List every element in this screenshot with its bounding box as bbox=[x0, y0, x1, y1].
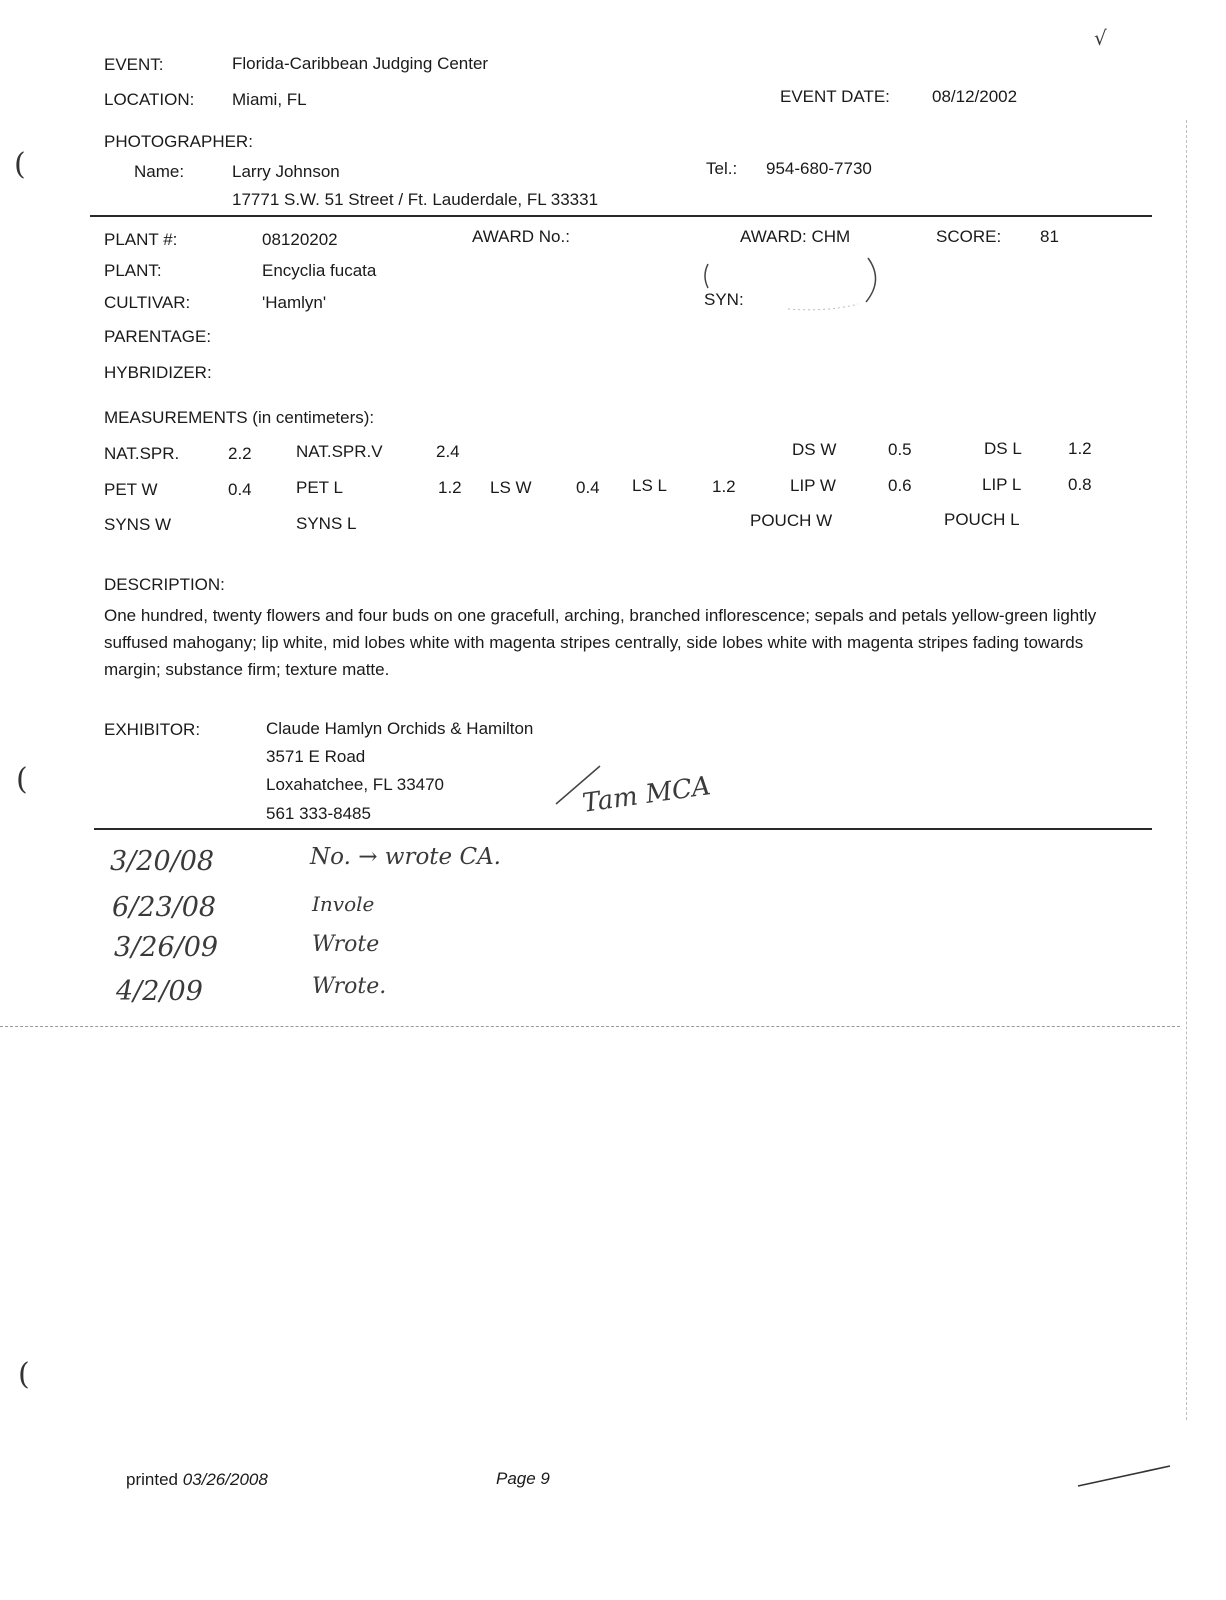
pet-w-value: 0.4 bbox=[228, 480, 252, 499]
event-date-value: 08/12/2002 bbox=[932, 87, 1018, 106]
footer-page: Page 9 bbox=[496, 1469, 550, 1488]
plant-number-value: 08120202 bbox=[262, 230, 338, 249]
margin-mark-top: ( bbox=[14, 147, 26, 182]
event-value: Florida-Caribbean Judging Center bbox=[232, 54, 489, 73]
parentage-label: PARENTAGE: bbox=[104, 327, 212, 346]
footer-printed bbox=[126, 1471, 268, 1488]
measurements-title: MEASUREMENTS (in centimeters): bbox=[104, 408, 375, 427]
nat-spr-label: NAT.SPR. bbox=[104, 444, 180, 463]
photographer-tel-value: 954-680-7730 bbox=[766, 159, 872, 178]
plant-value: Encyclia fucata bbox=[262, 261, 377, 280]
event-label: EVENT: bbox=[104, 55, 164, 74]
nat-spr-value: 2.2 bbox=[228, 444, 252, 463]
footer-printed-date: 03/26/2008 bbox=[182, 1470, 268, 1489]
log-note: Invole bbox=[312, 892, 375, 916]
pouch-l-label: POUCH L bbox=[944, 510, 1020, 529]
photographer-tel-label: Tel.: bbox=[706, 159, 738, 178]
log-note: Wrote bbox=[312, 932, 380, 957]
lip-l-value: 0.8 bbox=[1068, 475, 1092, 494]
log-date: 3/20/08 bbox=[110, 846, 215, 877]
log-note: Wrote. bbox=[312, 974, 387, 999]
pet-l-value: 1.2 bbox=[438, 478, 462, 497]
pet-l-label: PET L bbox=[296, 478, 343, 497]
ls-w-value: 0.4 bbox=[576, 478, 600, 497]
exhibitor-name: Claude Hamlyn Orchids & Hamilton bbox=[266, 719, 534, 738]
syns-l-label: SYNS L bbox=[296, 514, 357, 533]
scan-dotted-line bbox=[0, 1026, 1180, 1027]
footer-pen-stroke bbox=[1074, 1462, 1174, 1492]
exhibitor-phone: 561 333-8485 bbox=[266, 804, 371, 823]
lip-w-value: 0.6 bbox=[888, 476, 912, 495]
event-date-label: EVENT DATE: bbox=[780, 87, 890, 106]
hybridizer-label: HYBRIDIZER: bbox=[104, 363, 212, 382]
pet-w-label: PET W bbox=[104, 480, 158, 499]
location-label: LOCATION: bbox=[104, 90, 195, 109]
exhibitor-city: Loxahatchee, FL 33470 bbox=[266, 775, 445, 794]
cultivar-label: CULTIVAR: bbox=[104, 293, 191, 312]
score-label: SCORE: bbox=[936, 227, 1002, 246]
section-divider-top bbox=[90, 215, 1152, 217]
nat-spr-v-value: 2.4 bbox=[436, 442, 460, 461]
description-text: One hundred, twenty flowers and four buds on one gracefull, arching, branched inflorescence; sepals and petals yellow-green lightly suffused mahogany; lip white, mid lobes white with magenta stripes centrally, side lobes white with magenta stripes fading towards margin; substance firm; texture matte. bbox=[104, 606, 1097, 679]
photographer-address: 17771 S.W. 51 Street / Ft. Lauderdale, FL 33331 bbox=[232, 190, 599, 209]
award-number-label: AWARD No.: bbox=[472, 227, 570, 246]
score-value: 81 bbox=[1040, 227, 1059, 246]
exhibitor-street: 3571 E Road bbox=[266, 747, 366, 766]
ds-l-value: 1.2 bbox=[1068, 439, 1092, 458]
log-note: No. → wrote CA. bbox=[310, 844, 501, 870]
ds-l-label: DS L bbox=[984, 439, 1022, 458]
exhibitor-handwritten-note: Tam MCA bbox=[580, 771, 713, 819]
ls-w-label: LS W bbox=[490, 478, 532, 497]
log-date: 3/26/09 bbox=[114, 932, 219, 963]
handwritten-stroke bbox=[548, 760, 608, 810]
lip-l-label: LIP L bbox=[982, 475, 1022, 494]
syn-bracket-marks bbox=[698, 254, 888, 314]
scan-edge-line bbox=[1186, 120, 1187, 1420]
cultivar-value: 'Hamlyn' bbox=[262, 293, 327, 312]
section-divider-bottom bbox=[94, 828, 1152, 830]
photographer-name-label: Name: bbox=[134, 162, 185, 181]
margin-mark-middle: ( bbox=[16, 762, 28, 797]
footer-printed-label: printed bbox=[126, 1470, 178, 1489]
location-value: Miami, FL bbox=[232, 90, 307, 109]
photographer-label: PHOTOGRAPHER: bbox=[104, 132, 253, 151]
ls-l-label: LS L bbox=[632, 476, 667, 495]
nat-spr-v-label: NAT.SPR.V bbox=[296, 442, 383, 461]
plant-number-label: PLANT #: bbox=[104, 230, 178, 249]
corner-check-mark: √ bbox=[1094, 26, 1107, 50]
log-date: 4/2/09 bbox=[116, 976, 203, 1007]
syns-w-label: SYNS W bbox=[104, 515, 172, 534]
margin-mark-bottom: ( bbox=[18, 1357, 30, 1392]
lip-w-label: LIP W bbox=[790, 476, 836, 495]
log-date: 6/23/08 bbox=[112, 892, 217, 923]
exhibitor-label: EXHIBITOR: bbox=[104, 720, 201, 739]
ls-l-value: 1.2 bbox=[712, 477, 736, 496]
photographer-name-value: Larry Johnson bbox=[232, 162, 340, 181]
ds-w-label: DS W bbox=[792, 440, 837, 459]
ds-w-value: 0.5 bbox=[888, 440, 912, 459]
plant-label: PLANT: bbox=[104, 261, 162, 280]
description-label: DESCRIPTION: bbox=[104, 575, 225, 594]
pouch-w-label: POUCH W bbox=[750, 511, 833, 530]
syn-label: SYN: bbox=[704, 290, 744, 309]
award-label: AWARD: CHM bbox=[740, 227, 851, 246]
